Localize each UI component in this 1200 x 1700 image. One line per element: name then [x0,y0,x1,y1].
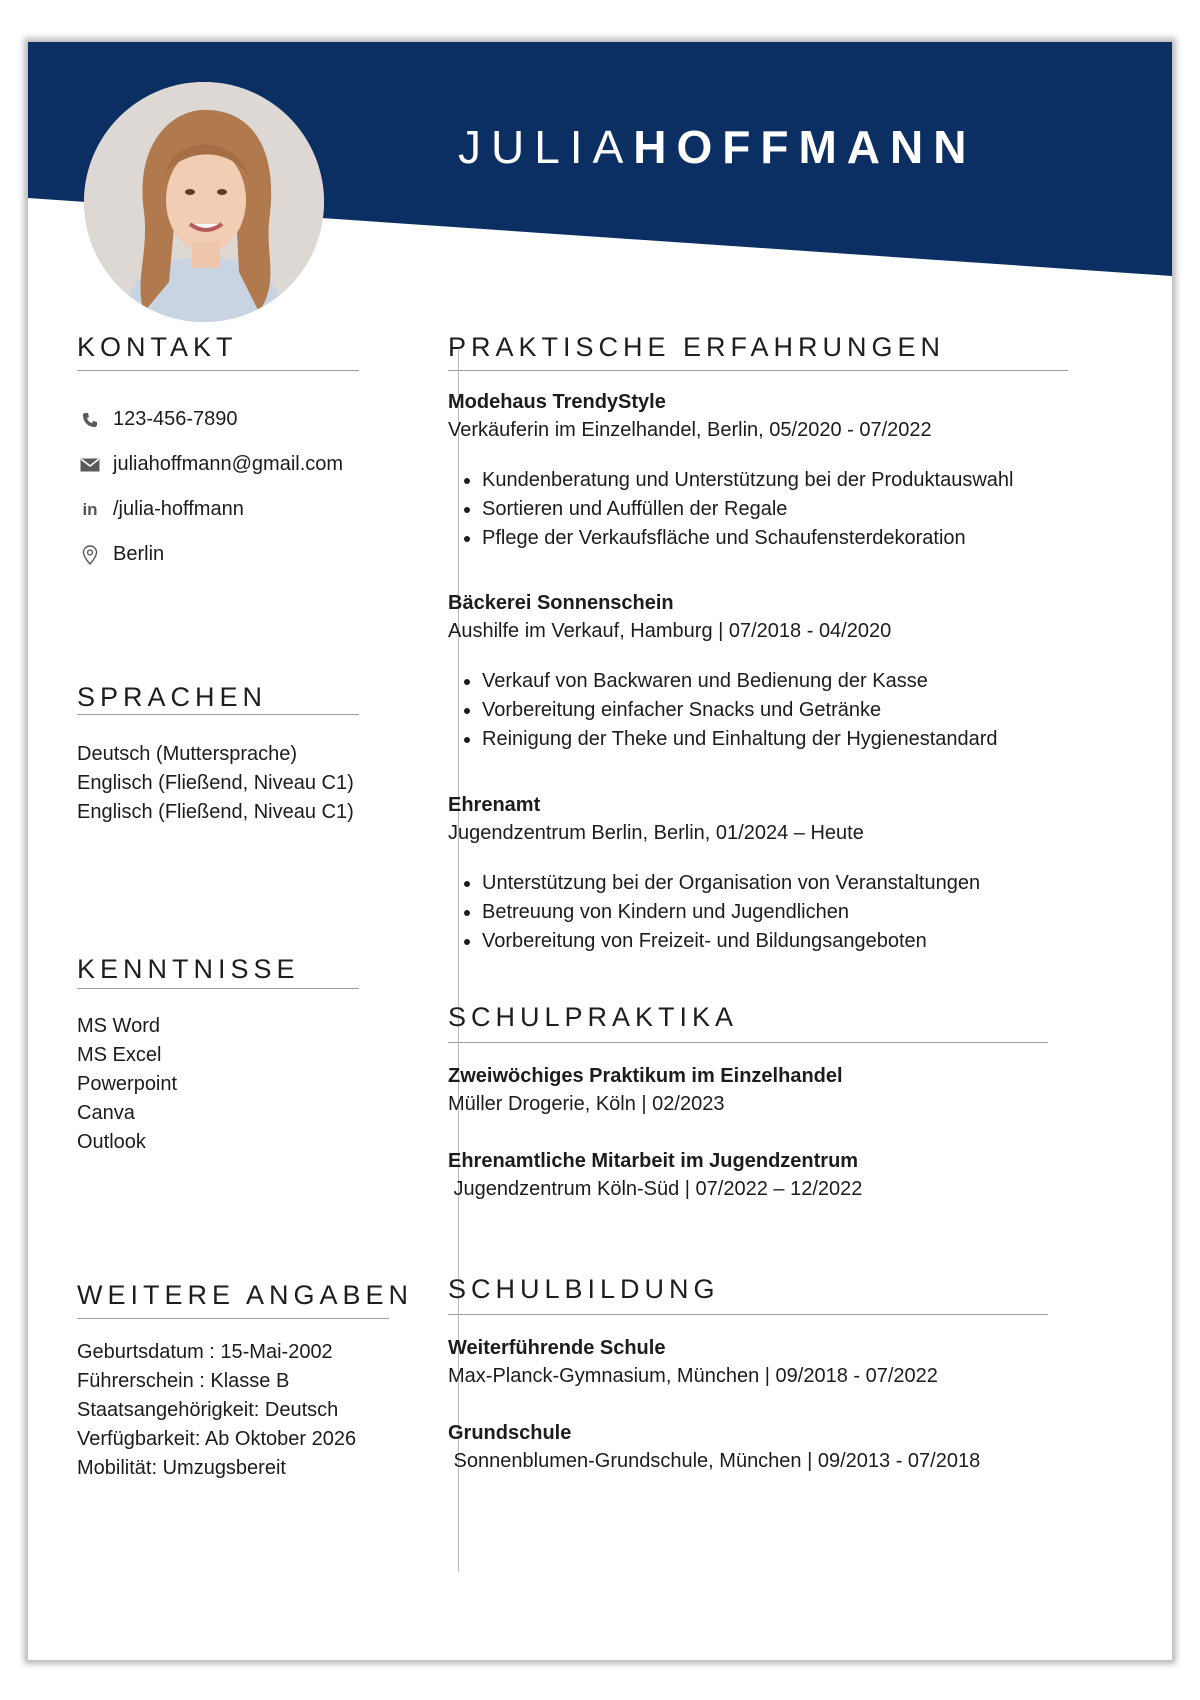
location-text: Berlin [113,543,165,565]
last-name: HOFFMANN [633,121,977,173]
resume-page [28,42,1172,1660]
candidate-name [458,120,1108,174]
job-org: Modehaus TrendyStyle [448,391,666,413]
profile-photo [84,82,324,322]
job-entry-1 [448,388,1088,553]
education-org: Grundschule [448,1422,572,1444]
job-bullets [448,466,1088,553]
phone-text: 123-456-7890 [113,408,238,430]
education-entry-2 [448,1419,1088,1475]
job-meta: Jugendzentrum Berlin, Berlin, 01/2024 – Heute [448,822,864,844]
contact-linkedin[interactable] [77,498,244,521]
contact-phone[interactable] [77,408,238,431]
education-entry-1 [448,1334,1088,1390]
internships-heading: SCHULPRAKTIKA [448,1002,739,1032]
list-item: Mobilität: Umzugsbereit [77,1457,286,1479]
education-meta: Max-Planck-Gymnasium, München | 09/2018 - 07/2022 [448,1365,938,1387]
job-bullets [448,869,1088,956]
first-name: JULIA [458,121,634,173]
job-org: Ehrenamt [448,794,541,816]
list-item: • Reinigung der Theke und Einhaltung der Hygienestandard [482,725,1088,754]
list-item: • Vorbereitung von Freizeit- und Bildungsangeboten [482,927,1088,956]
education-heading: SCHULBILDUNG [448,1274,720,1304]
list-item: Geburtsdatum : 15-Mai-2002 [77,1341,333,1363]
list-item: • Unterstützung bei der Organisation von Veranstaltungen [482,869,1088,898]
email-text: juliahoffmann@gmail.com [113,453,344,475]
internship-org: Ehrenamtliche Mitarbeit im Jugendzentrum [448,1150,859,1172]
list-item: • Verkauf von Backwaren und Bedienung der Kasse [482,667,1088,696]
linkedin-text: /julia-hoffmann [113,498,244,520]
skills-heading: KENNTNISSE [77,954,300,984]
job-entry-2 [448,589,1088,754]
contact-heading-rule [77,370,359,371]
education-heading-rule [448,1314,1048,1315]
list-item: Canva [77,1102,135,1124]
internship-meta: Müller Drogerie, Köln | 02/2023 [448,1093,725,1115]
list-item: MS Excel [77,1044,162,1066]
languages-heading-rule [77,714,359,715]
list-item: Powerpoint [77,1073,178,1095]
further-info-list [77,1338,356,1483]
list-item: Englisch (Fließend, Niveau C1) [77,772,354,794]
contact-location [77,543,164,566]
experience-heading-rule [448,370,1068,371]
job-meta: Verkäuferin im Einzelhandel, Berlin, 05/2020 - 07/2022 [448,419,932,441]
further-info-heading: WEITERE ANGABEN [77,1280,414,1310]
languages-heading: SPRACHEN [77,682,268,712]
job-bullets [448,667,1088,754]
list-item: Outlook [77,1131,146,1153]
list-item: MS Word [77,1015,160,1037]
internship-meta: Jugendzentrum Köln-Süd | 07/2022 – 12/2022 [448,1178,863,1200]
list-item: Führerschein : Klasse B [77,1370,290,1392]
phone-icon [77,409,103,431]
job-meta: Aushilfe im Verkauf, Hamburg | 07/2018 - 04/2020 [448,620,892,642]
internship-entry-1 [448,1062,1088,1118]
list-item: Deutsch (Muttersprache) [77,743,298,765]
list-item: Verfügbarkeit: Ab Oktober 2026 [77,1428,357,1450]
job-entry-3 [448,791,1088,956]
mail-icon [77,454,103,476]
education-org: Weiterführende Schule [448,1337,666,1359]
contact-email[interactable] [77,453,343,476]
location-pin-icon [77,544,103,566]
list-item: • Sortieren und Auffüllen der Regale [482,495,1088,524]
internships-heading-rule [448,1042,1048,1043]
list-item: • Pflege der Verkaufsfläche und Schaufensterdekoration [482,524,1088,553]
list-item: Staatsangehörigkeit: Deutsch [77,1399,339,1421]
skills-list [77,1012,177,1157]
skills-heading-rule [77,988,359,989]
linkedin-icon: in [82,499,98,519]
internship-org: Zweiwöchiges Praktikum im Einzelhandel [448,1065,843,1087]
contact-heading: KONTAKT [77,332,238,362]
list-item: Englisch (Fließend, Niveau C1) [77,801,354,823]
internship-entry-2 [448,1147,1088,1203]
job-org: Bäckerei Sonnenschein [448,592,674,614]
list-item: • Vorbereitung einfacher Snacks und Getränke [482,696,1088,725]
languages-list [77,740,354,827]
experience-heading: PRAKTISCHE ERFAHRUNGEN [448,332,946,362]
education-meta: Sonnenblumen-Grundschule, München | 09/2013 - 07/2018 [448,1450,981,1472]
further-info-heading-rule [77,1318,389,1319]
list-item: • Betreuung von Kindern und Jugendlichen [482,898,1088,927]
list-item: • Kundenberatung und Unterstützung bei der Produktauswahl [482,466,1088,495]
